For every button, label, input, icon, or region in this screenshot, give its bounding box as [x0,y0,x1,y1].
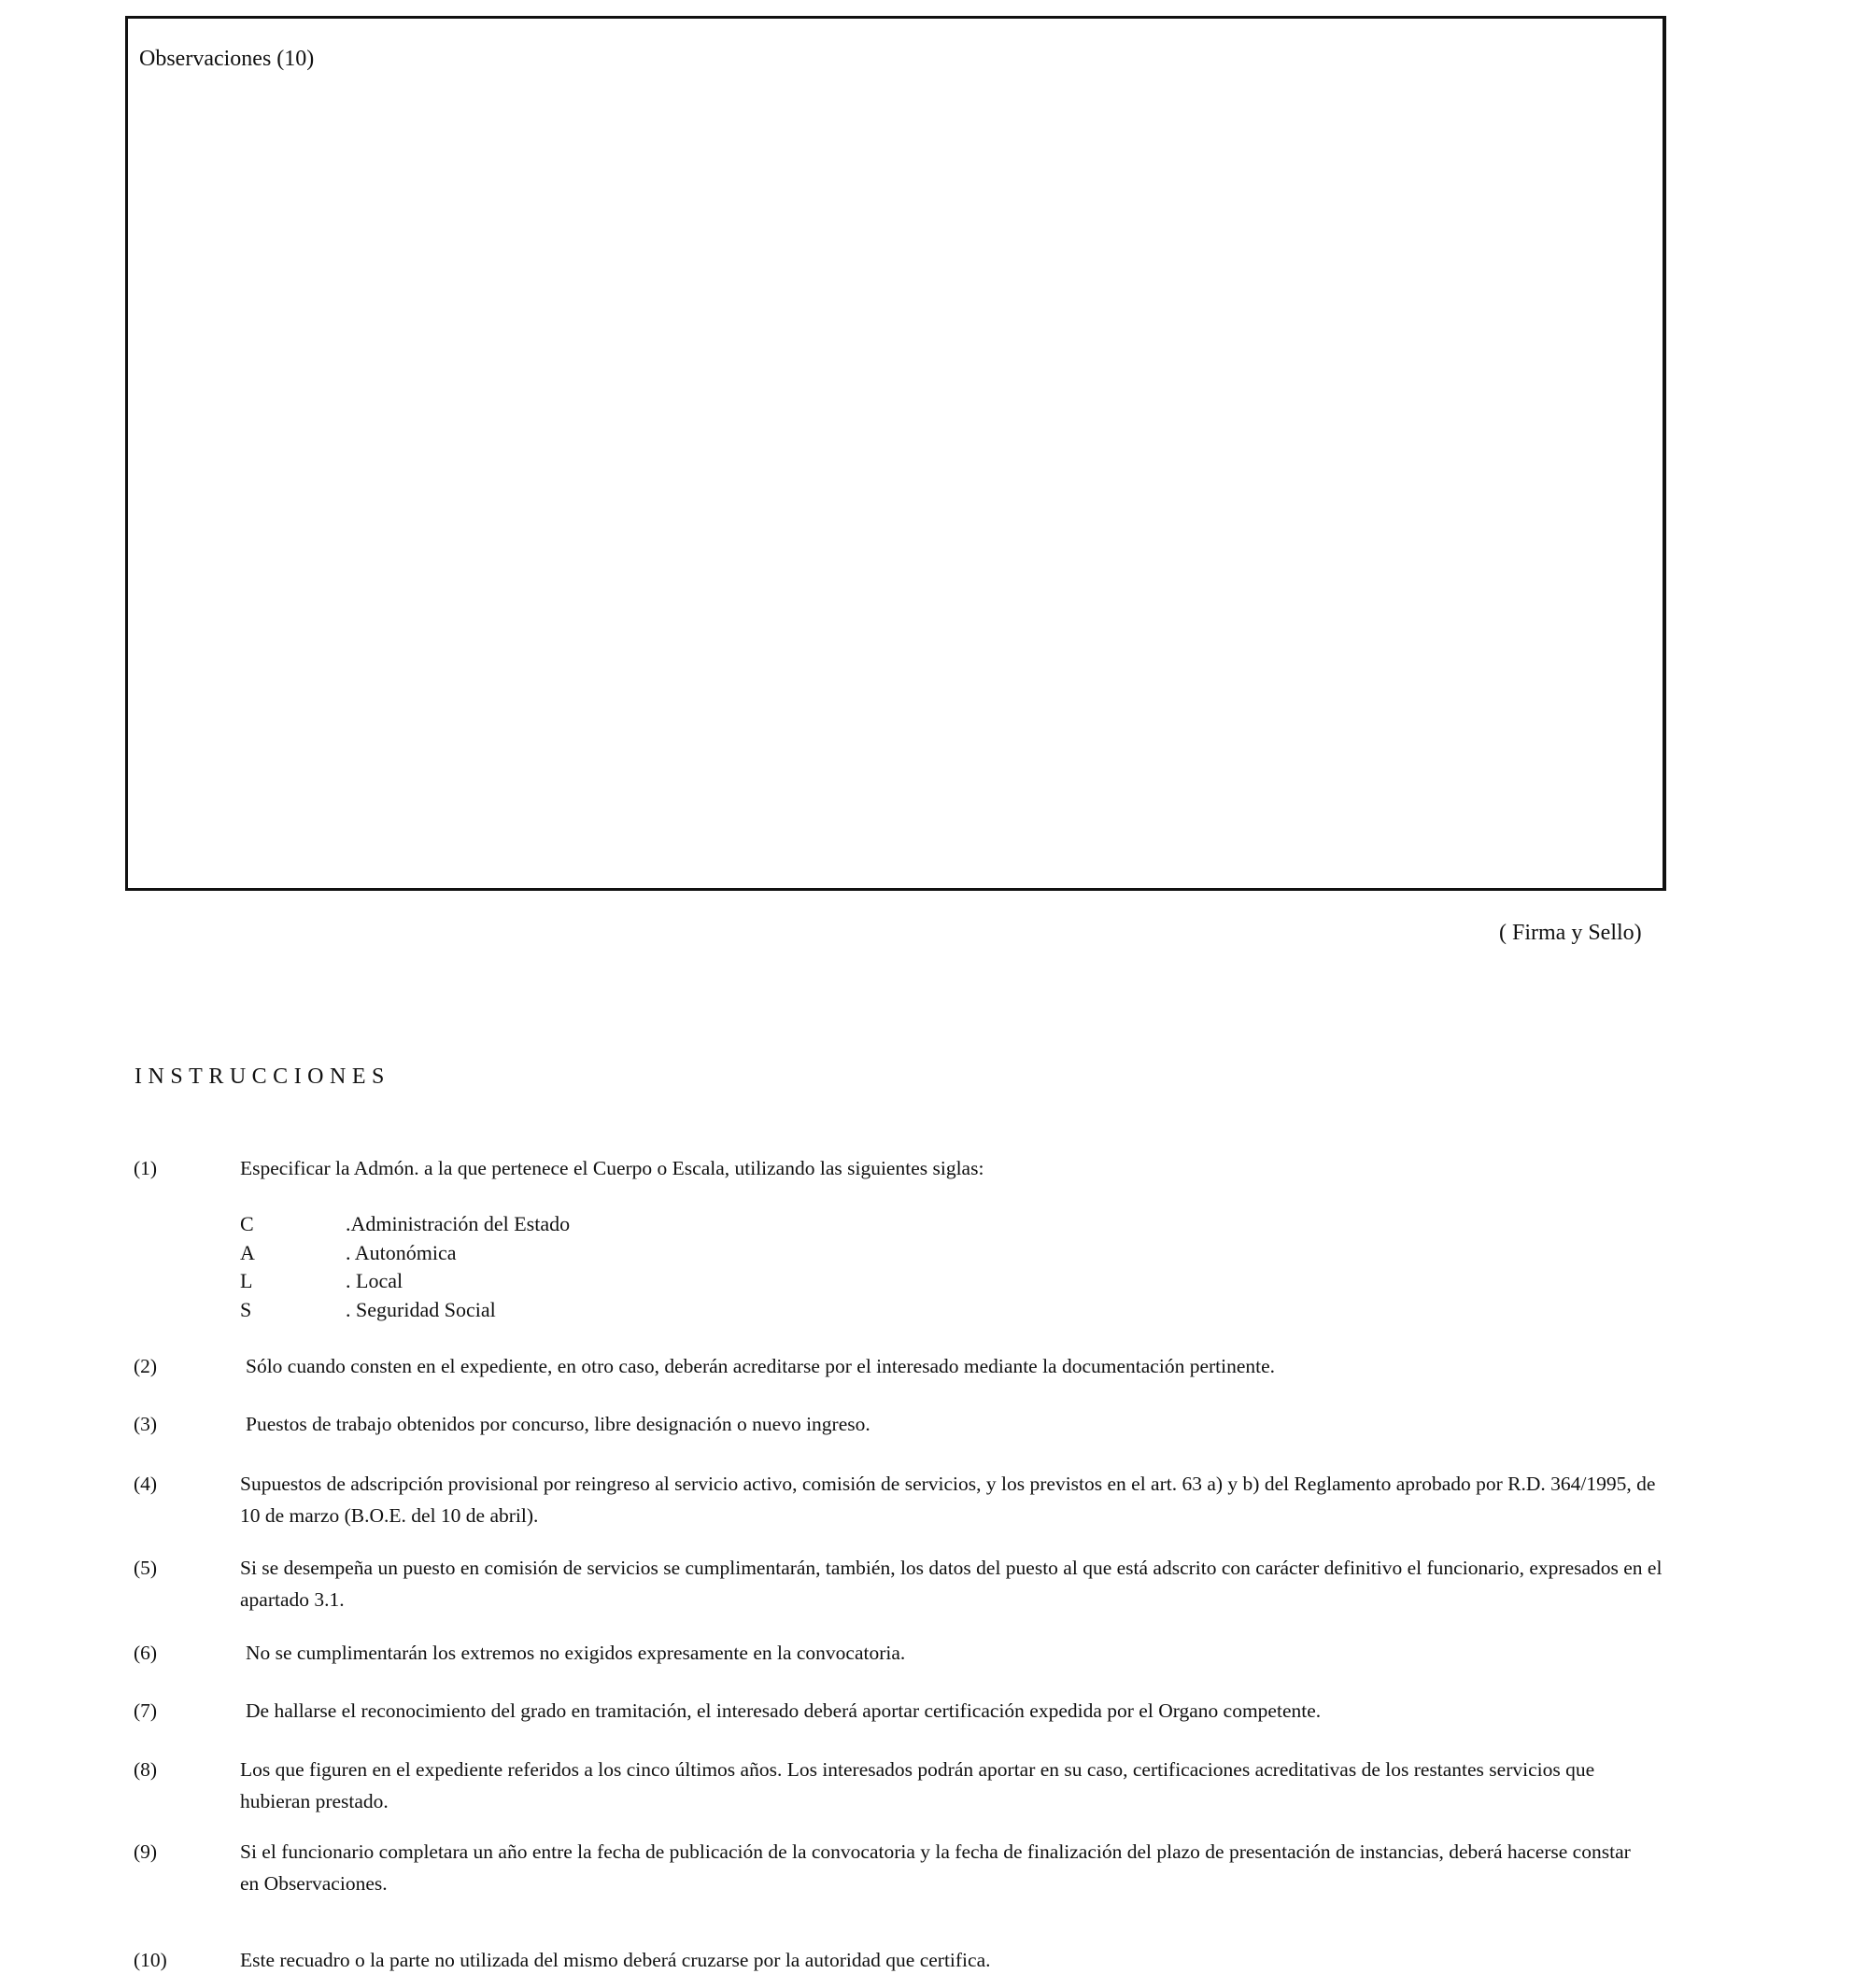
instruction-text: Especificar la Admón. a la que pertenece el Cuerpo o Escala, utilizando las siguientes siglas: [240,1157,984,1179]
sigla-desc: .Administración del Estado [346,1212,571,1235]
instruction-text: Los que figuren en el expediente referidos a los cinco últimos años. Los interesados podrán aportar en su caso, certificaciones acreditativas de los restantes servicios que hubieran prestado. [240,1758,1595,1812]
instructions-title: INSTRUCCIONES [134,1064,390,1089]
sigla-code: C [240,1212,254,1235]
instruction-number: (10) [134,1949,167,1971]
instruction-number: (8) [134,1758,158,1781]
observaciones-box[interactable] [125,16,1666,891]
observaciones-label: Observaciones (10) [139,47,315,71]
instruction-text: De hallarse el reconocimiento del grado en tramitación, el interesado deberá aportar certificación expedida por el Organo competente. [246,1699,1322,1722]
signature-label: ( Firma y Sello) [1499,921,1642,945]
instruction-text: Puestos de trabajo obtenidos por concurso, libre designación o nuevo ingreso. [246,1413,870,1435]
instruction-number: (4) [134,1473,158,1495]
instruction-text: Este recuadro o la parte no utilizada del mismo deberá cruzarse por la autoridad que certifica. [240,1949,991,1971]
instruction-number: (1) [134,1157,158,1179]
sigla-desc: . Autonómica [346,1241,457,1264]
instruction-text: Si el funcionario completara un año entre la fecha de publicación de la convocatoria y la fecha de finalización del plazo de presentación de instancias, deberá hacerse constar en Observaciones. [240,1840,1631,1895]
sigla-code: A [240,1241,255,1264]
instruction-text: Sólo cuando consten en el expediente, en otro caso, deberán acreditarse por el interesado mediante la documentación pertinente. [246,1355,1276,1377]
instruction-number: (7) [134,1699,158,1722]
instruction-text: Si se desempeña un puesto en comisión de servicios se cumplimentarán, también, los datos del puesto al que está adscrito con carácter definitivo el funcionario, expresados en el apartado 3.1. [240,1557,1663,1611]
instruction-number: (9) [134,1840,158,1863]
instruction-number: (2) [134,1355,158,1377]
instruction-number: (5) [134,1557,158,1579]
instruction-text: Supuestos de adscripción provisional por reingreso al servicio activo, comisión de servicios, y los previstos en el art. 63 a) y b) del Reglamento aprobado por R.D. 364/1995, de 10 de marzo (B.O.E. del 10 de abril). [240,1473,1656,1527]
instruction-text: No se cumplimentarán los extremos no exigidos expresamente en la convocatoria. [246,1642,906,1664]
sigla-code: S [240,1298,252,1321]
instruction-number: (3) [134,1413,158,1435]
sigla-desc: . Local [346,1269,403,1292]
sigla-desc: . Seguridad Social [346,1298,496,1321]
instruction-number: (6) [134,1642,158,1664]
sigla-code: L [240,1269,253,1292]
